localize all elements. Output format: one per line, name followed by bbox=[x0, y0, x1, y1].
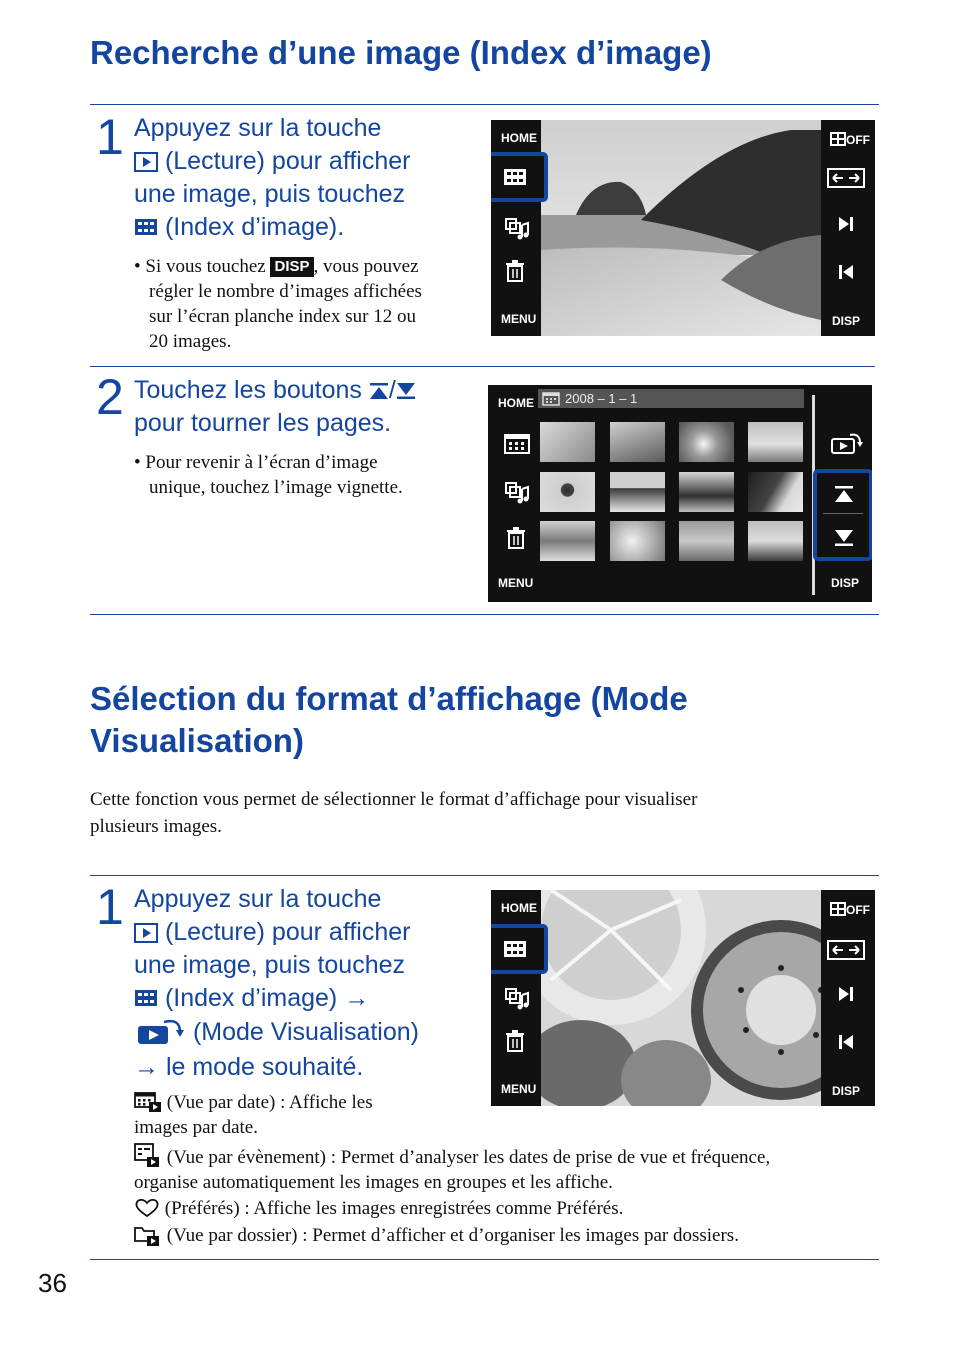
view-mode-icon[interactable] bbox=[828, 431, 864, 457]
divider bbox=[90, 614, 879, 615]
slideshow-icon[interactable] bbox=[504, 217, 530, 241]
thumbnail[interactable] bbox=[540, 521, 595, 561]
thumbnail[interactable] bbox=[540, 472, 595, 512]
trash-icon[interactable] bbox=[506, 527, 526, 549]
thumbnail[interactable] bbox=[679, 422, 734, 462]
date-label: 2008 – 1 – 1 bbox=[565, 391, 638, 406]
folder-view-icon bbox=[134, 1223, 162, 1247]
trash-icon[interactable] bbox=[505, 260, 525, 282]
menu-button[interactable]: MENU bbox=[498, 576, 534, 590]
date-bar bbox=[538, 389, 804, 408]
index-button-highlight[interactable] bbox=[491, 152, 548, 202]
step-1-instruction-view bbox=[134, 883, 474, 1084]
mode-event-view: (Vue par évènement) : Permet d’analyser les dates de prise de vue et fréquence, organise automatiquement les images en groupes et les affiche. bbox=[134, 1143, 894, 1195]
page-up-icon bbox=[369, 382, 389, 400]
resize-arrows-icon[interactable] bbox=[827, 168, 865, 188]
index-small-icon bbox=[830, 902, 846, 916]
date-view-icon bbox=[134, 1092, 162, 1112]
next-icon[interactable] bbox=[837, 216, 855, 232]
page-up-button[interactable] bbox=[834, 485, 854, 503]
mode-date-view: (Vue par date) : Affiche les images par date. bbox=[134, 1092, 373, 1138]
previous-icon[interactable] bbox=[837, 264, 855, 280]
calendar-icon bbox=[542, 392, 560, 406]
disp-icon: DISP bbox=[270, 257, 313, 277]
home-button[interactable]: HOME bbox=[498, 396, 534, 410]
beach-photo bbox=[491, 120, 875, 336]
step-text-line: (Lecture) pour afficher bbox=[134, 916, 474, 949]
mode-favorites: (Préférés) : Affiche les images enregistrées comme Préférés. bbox=[134, 1196, 894, 1221]
event-view-icon bbox=[134, 1143, 162, 1169]
step-number: 1 bbox=[96, 109, 124, 165]
disp-button[interactable]: DISP bbox=[832, 314, 861, 328]
play-icon bbox=[134, 152, 158, 172]
step-text-line: (Mode Visualisation) bbox=[134, 1016, 474, 1051]
date-view-icon[interactable] bbox=[504, 434, 530, 454]
divider bbox=[90, 366, 875, 367]
step-1-note: • Si vous touchez DISP , vous pouvez régler le nombre d’images affichées sur l’écran planche index sur 12 ou 20 images. bbox=[134, 256, 422, 352]
previous-icon[interactable] bbox=[837, 1034, 855, 1050]
thumbnail[interactable] bbox=[540, 422, 595, 462]
index-off-button[interactable]: OFF bbox=[830, 901, 870, 919]
step-text-line: (Index d’image). bbox=[134, 211, 474, 245]
step-2-note: • Pour revenir à l’écran d’image unique, touchez l’image vignette. bbox=[134, 452, 403, 498]
page-down-button[interactable] bbox=[834, 529, 854, 547]
fruit-photo bbox=[491, 890, 875, 1106]
index-button-highlight[interactable] bbox=[491, 924, 548, 974]
trash-icon[interactable] bbox=[505, 1030, 525, 1052]
thumbnail[interactable] bbox=[748, 521, 803, 561]
index-small-icon bbox=[830, 132, 846, 146]
step-text-line: pour tourner les pages. bbox=[134, 409, 392, 437]
index-icon bbox=[134, 983, 158, 1016]
thumbnail[interactable] bbox=[748, 472, 803, 512]
camera-screen-single bbox=[491, 890, 875, 1106]
heart-icon bbox=[134, 1198, 160, 1218]
resize-arrows-icon[interactable] bbox=[827, 940, 865, 960]
step-text-line: Appuyez sur la touche bbox=[134, 114, 382, 142]
step-text-line: → le mode souhaité. bbox=[134, 1052, 364, 1081]
index-icon bbox=[503, 940, 527, 958]
page-down-icon bbox=[396, 382, 416, 400]
section-title-view-mode: Sélection du format d’affichage (Mode Visualisation) bbox=[90, 680, 688, 759]
play-icon bbox=[134, 923, 158, 943]
divider bbox=[90, 875, 879, 876]
divider bbox=[823, 513, 863, 514]
next-icon[interactable] bbox=[837, 986, 855, 1002]
menu-button[interactable]: MENU bbox=[501, 1082, 537, 1096]
step-text-line: une image, puis touchez bbox=[134, 951, 406, 979]
intro-paragraph: Cette fonction vous permet de sélectionner le format d’affichage pour visualiser plusieurs images. bbox=[90, 789, 698, 837]
step-text-line: Touchez les boutons / bbox=[134, 374, 474, 407]
camera-screen-index bbox=[488, 385, 872, 602]
slideshow-icon[interactable] bbox=[504, 481, 530, 505]
index-icon bbox=[134, 212, 158, 245]
thumbnail[interactable] bbox=[679, 521, 734, 561]
divider bbox=[90, 1259, 879, 1260]
step-number: 1 bbox=[96, 879, 124, 935]
step-number: 2 bbox=[96, 369, 124, 425]
step-text-line: (Lecture) pour afficher bbox=[134, 145, 474, 178]
page-buttons-highlight bbox=[813, 469, 872, 561]
section-title-index: Recherche d’une image (Index d’image) bbox=[90, 34, 712, 71]
home-button[interactable]: HOME bbox=[501, 131, 537, 145]
step-text-line: (Index d’image) → bbox=[134, 982, 474, 1016]
step-1-instruction bbox=[134, 112, 474, 245]
step-text-line: une image, puis touchez bbox=[134, 180, 406, 208]
divider bbox=[90, 104, 879, 105]
thumbnail[interactable] bbox=[748, 422, 803, 462]
disp-button[interactable]: DISP bbox=[831, 576, 860, 590]
view-mode-icon bbox=[134, 1016, 186, 1051]
camera-screen-single bbox=[491, 120, 875, 336]
slideshow-icon[interactable] bbox=[504, 987, 530, 1011]
thumbnail[interactable] bbox=[610, 472, 665, 512]
step-text-line: Appuyez sur la touche bbox=[134, 885, 382, 913]
mode-folder-view: (Vue par dossier) : Permet d’afficher et d’organiser les images par dossiers. bbox=[134, 1223, 894, 1248]
thumbnail[interactable] bbox=[610, 422, 665, 462]
page-number: 36 bbox=[38, 1268, 67, 1298]
thumbnail[interactable] bbox=[679, 472, 734, 512]
index-icon bbox=[503, 168, 527, 186]
home-button[interactable]: HOME bbox=[501, 901, 537, 915]
menu-button[interactable]: MENU bbox=[501, 312, 537, 326]
step-2-instruction bbox=[134, 374, 474, 440]
thumbnail[interactable] bbox=[610, 521, 665, 561]
index-off-button[interactable]: OFF bbox=[830, 131, 870, 149]
disp-button[interactable]: DISP bbox=[832, 1084, 861, 1098]
